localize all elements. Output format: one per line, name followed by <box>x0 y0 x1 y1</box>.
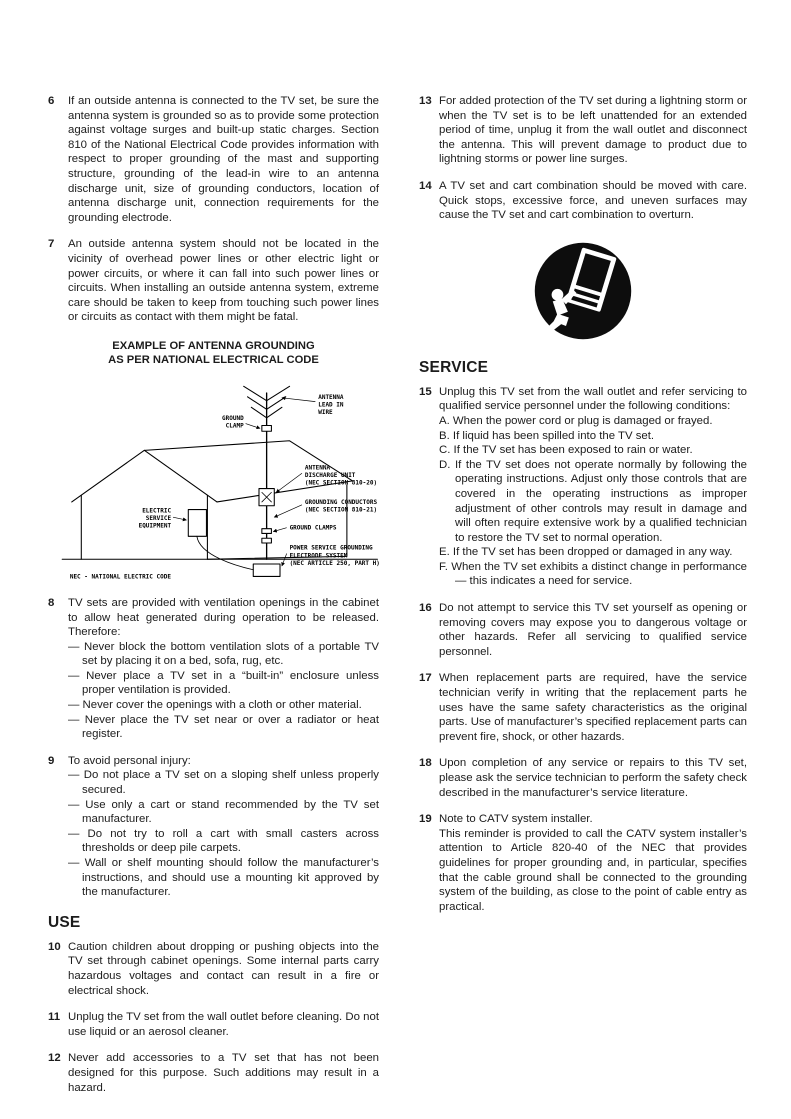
leader-lead-in <box>282 398 315 402</box>
antenna-lead-in-label: WIRE <box>318 408 333 416</box>
leader-ground-clamps <box>273 528 286 532</box>
service-condition: B. If liquid has been spilled into the TV set. <box>439 429 655 442</box>
item-number: 16 <box>419 602 432 615</box>
service-condition: C. If the TV set has been exposed to rain or water. <box>439 444 693 457</box>
item-number: 17 <box>419 672 432 685</box>
instruction-item-7 <box>48 237 379 325</box>
item-bullet: — Do not place a TV set on a sloping shelf unless properly secured. <box>68 769 379 797</box>
item-body <box>439 812 747 914</box>
item-text: This reminder is provided to call the CATV system installer’s attention to Article 820-40 of the NEC that provides guidelines for proper grounding and, in particular, specifies that the cable ground shall be connected to the grounding system of the building, as close to the point of cable entry as practical. <box>439 827 747 913</box>
item-number: 13 <box>419 95 432 107</box>
grounding-electrode-shape <box>253 564 280 576</box>
instruction-item-17 <box>419 671 747 744</box>
item-text: Upon completion of any service or repairs to this TV set, please ask the service technician to perform the safety check described in the manufacturer’s service literature. <box>439 757 747 799</box>
service-equipment-shape <box>188 509 206 536</box>
nec-note-label: NEC - NATIONAL ELECTRIC CODE <box>69 573 171 581</box>
ground-clamp-shape <box>262 425 272 431</box>
instruction-item-8 <box>48 596 379 742</box>
item-number: 12 <box>48 1052 61 1065</box>
instruction-item-11 <box>48 1010 379 1039</box>
item-number: 19 <box>419 813 432 826</box>
item-number: 8 <box>48 596 55 609</box>
item-bullet: — Never place the TV set near or over a radiator or heat register. <box>68 713 379 741</box>
page-content <box>48 94 747 1107</box>
item-text: Never add accessories to a TV set that has not been designed for this purpose. Such additions may result in a hazard. <box>68 1052 379 1094</box>
instruction-item-14 <box>419 179 747 223</box>
item-text: When replacement parts are required, have the service technician verify in writing that the replacement parts he uses have the same safety characteristics as the original parts. Use of manufacturer’s specified replacement parts can prevent fire, shock, or other hazards. <box>439 672 747 743</box>
item-number: 15 <box>419 385 432 398</box>
use-heading: USE <box>48 913 81 931</box>
service-condition: A. When the power cord or plug is damaged or frayed. <box>439 414 713 427</box>
service-heading: SERVICE <box>419 358 489 376</box>
antenna-lead-in-label: LEAD IN <box>318 401 344 409</box>
instruction-item-19 <box>419 812 747 914</box>
item-intro: To avoid personal injury: <box>68 754 191 767</box>
antenna-lead-in-label: ANTENNA <box>318 393 344 401</box>
instruction-item-9 <box>48 754 379 900</box>
item-text: An outside antenna system should not be located in the vicinity of overhead power lines or other electric light or power circuits, or where it can fall into such power lines or circuits. When installing an outside antenna system, extreme care should be taken to keep from touching such power lines or circuits as contact with them might be fatal. <box>68 238 379 324</box>
leader-ground-clamp <box>246 423 260 428</box>
item-body <box>68 754 379 900</box>
instruction-item-18 <box>419 756 747 800</box>
instruction-item-16 <box>419 601 747 659</box>
item-bullet: — Use only a cart or stand recommended by the TV set manufacturer. <box>68 798 379 826</box>
right-column <box>419 94 747 1107</box>
item-number: 7 <box>48 238 55 251</box>
electrode-system-label: (NEC ARTICLE 250, PART H) <box>289 559 380 567</box>
item-bullet: — Wall or shelf mounting should follow the manufacturer’s instructions, and should use a mounting kit approved by the manufacturer. <box>68 857 379 899</box>
item-number: 11 <box>48 1011 61 1024</box>
left-column <box>48 94 379 1107</box>
item-number: 18 <box>419 757 432 770</box>
instruction-item-12 <box>48 1051 379 1095</box>
tip-over-warning-icon <box>531 239 635 343</box>
diagram-title-line2: AS PER NATIONAL ELECTRICAL CODE <box>108 353 319 366</box>
item-intro: Unplug this TV set from the wall outlet and refer servicing to qualified service personnel under the following conditions: <box>439 385 747 413</box>
ground-clamp-label: CLAMP <box>225 422 244 430</box>
item-text: If an outside antenna is connected to the TV set, be sure the antenna system is grounded so as to provide some protection against voltage surges and built-up static charges. Section 810 of the National Electrical Code provides information with respect to proper grounding of the mast and supporting structure, grounding of the lead-in wire to an antenna discharge unit, size of grounding conductors, location of antenna discharge unit, connection requirements for the grounding electrode. <box>68 95 379 224</box>
diagram-title <box>48 339 379 367</box>
item-bullet: — Never cover the openings with a cloth or other material. <box>68 699 362 712</box>
item-body <box>439 385 747 589</box>
ground-clamp-label: GROUND <box>222 414 244 422</box>
discharge-unit-label: (NEC SECTION 810-20) <box>304 479 378 487</box>
leader-service-equipment <box>173 517 186 520</box>
service-condition: D. If the TV set does not operate normally by following the operating instructions. Adjust only those controls that are covered in the operating instructions as improper adjustment of other controls may result in damage and will often require extensive work by a qualified technician to restore the TV set to normal operation. <box>439 458 747 544</box>
service-condition: F. When the TV set exhibits a distinct change in performance — this indicates a need for service. <box>439 560 747 588</box>
item-text: Do not attempt to service this TV set yourself as opening or removing covers may expose you to dangerous voltage or other hazards. Refer all servicing to qualified service personnel. <box>439 602 747 658</box>
instruction-item-15 <box>419 385 747 589</box>
item-number: 9 <box>48 754 55 767</box>
item-text: For added protection of the TV set during a lightning storm or when the TV set is to be left unattended for an extended period of time, unplug it from the wall outlet and disconnect the antenna. This will prevent damage to product due to lightning storms or power line surges. <box>439 95 747 166</box>
house-gable <box>72 450 217 502</box>
item-number: 10 <box>48 940 61 953</box>
ground-clamp-2 <box>262 538 272 543</box>
item-bullet: — Never place a TV set in a “built-in” enclosure unless proper ventilation is provided. <box>68 669 379 697</box>
item-text: A TV set and cart combination should be moved with care. Quick stops, excessive force, and uneven surfaces may cause the TV set and cart combination to overturn. <box>439 179 747 222</box>
electrode-system-label: POWER SERVICE GROUNDING <box>289 544 373 552</box>
instruction-item-13 <box>419 94 747 167</box>
instruction-item-10 <box>48 940 379 998</box>
item-number: 6 <box>48 95 55 107</box>
ground-clamps-label: GROUND CLAMPS <box>289 524 337 532</box>
item-bullet: — Never block the bottom ventilation slots of a portable TV set by placing it on a bed, sofa, rug, etc. <box>68 640 379 668</box>
discharge-unit-label: ANTENNA <box>304 464 331 472</box>
service-equipment-label: EQUIPMENT <box>138 522 172 530</box>
item-text: Unplug the TV set from the wall outlet before cleaning. Do not use liquid or an aerosol cleaner. <box>68 1011 379 1038</box>
service-equipment-label: ELECTRIC <box>142 507 172 515</box>
antenna-grounding-diagram <box>48 372 384 586</box>
item-number: 14 <box>419 179 432 192</box>
service-equipment-label: SERVICE <box>145 514 172 522</box>
item-body <box>68 596 379 742</box>
leader-grounding-conductors <box>274 505 302 517</box>
grounding-conductors-label: (NEC SECTION 810-21) <box>304 506 378 514</box>
discharge-unit-label: DISCHARGE UNIT <box>304 471 356 479</box>
service-ground-conductor <box>197 536 253 569</box>
diagram-title-line1: EXAMPLE OF ANTENNA GROUNDING <box>112 339 315 352</box>
item-bullet: — Do not try to roll a cart with small casters across thresholds or deep pile carpets. <box>68 827 379 855</box>
ground-clamp-1 <box>262 529 272 534</box>
item-text-line1: Note to CATV system installer. <box>439 813 593 826</box>
grounding-conductors-label: GROUNDING CONDUCTORS <box>304 498 378 506</box>
item-text: Caution children about dropping or pushing objects into the TV set through cabinet openings. Some internal parts carry hazardous voltages and contact can result in a fire or electrical shock. <box>68 940 379 997</box>
item-intro: TV sets are provided with ventilation openings in the cabinet to allow heat generated during operation to be released. Therefore: <box>68 596 379 639</box>
electrode-system-label: ELECTRODE SYSTEM <box>289 552 348 560</box>
instruction-item-6 <box>48 94 379 225</box>
service-condition: E. If the TV set has been dropped or damaged in any way. <box>439 546 733 559</box>
